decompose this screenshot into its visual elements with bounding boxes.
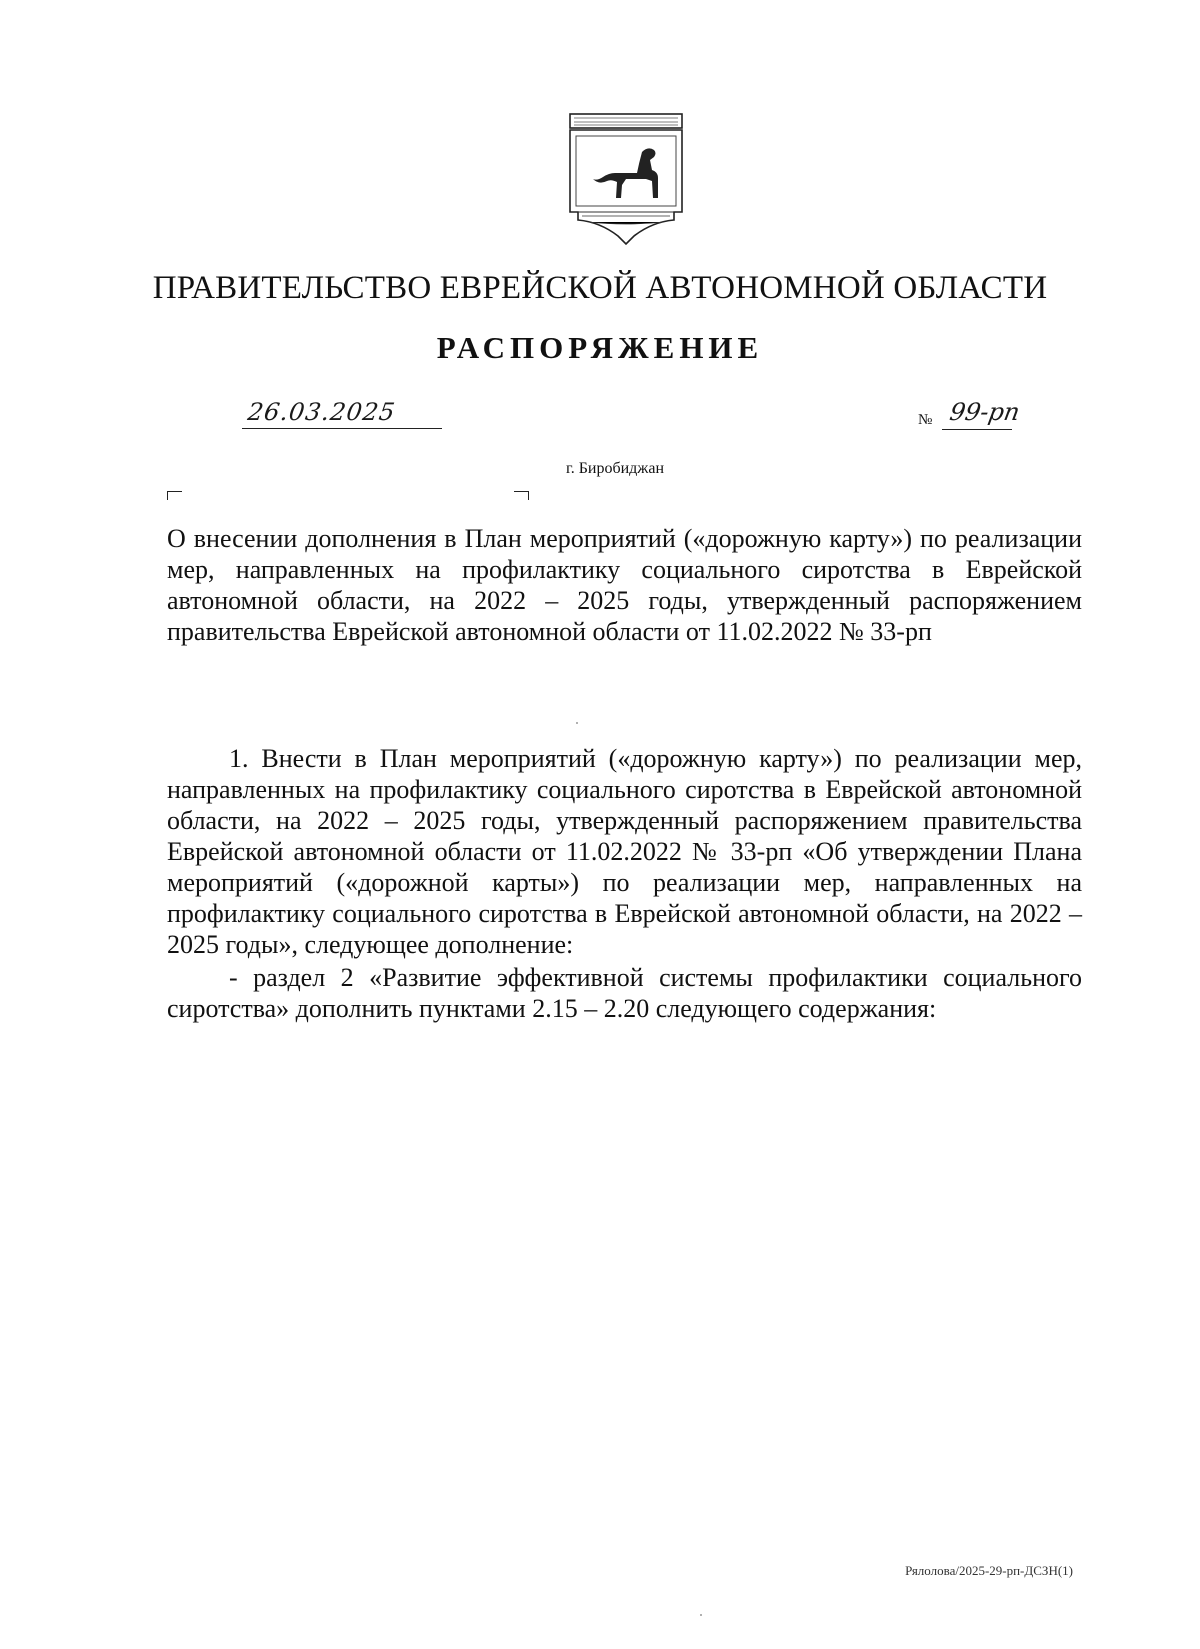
coat-of-arms-icon xyxy=(562,112,690,250)
scan-speck xyxy=(700,1614,702,1616)
date-underline xyxy=(242,428,442,429)
document-type-heading: РАСПОРЯЖЕНИЕ xyxy=(436,330,764,365)
document-date xyxy=(242,398,442,438)
subject-bracket-right xyxy=(514,491,529,500)
document-body xyxy=(167,743,1082,1024)
document-subject: О внесении дополнения в План мероприятий («дорожную карту») по реализации мер, направленных на профилактику социального сиротства в Еврейской автономной области, на 2022 – 2025 годы, утвержденный распоряжением правительства Еврейской автономной области от 11.02.2022 № 33-рп xyxy=(167,524,1082,646)
document-number xyxy=(918,398,1048,438)
number-underline xyxy=(942,429,1012,430)
scan-speck xyxy=(576,722,578,724)
body-paragraph-1: 1. Внести в План мероприятий («дорожную карту») по реализации мер, направленных на профилактику социального сиротства в Еврейской автономной области, на 2022 – 2025 годы, утвержденный распоряжением правительства Еврейской автономной области от 11.02.2022 № 33-рп «Об утверждении Плана мероприятий («дорожной карты») по реализации мер, направленных на профилактику социального сиротства в Еврейской автономной области, на 2022 – 2025 годы», следующее дополнение: xyxy=(167,744,1082,959)
handwritten-number: 99-рп xyxy=(947,398,1022,426)
subject-bracket-left xyxy=(167,491,182,500)
body-paragraph-2: - раздел 2 «Развитие эффективной системы профилактики социального сиротства» дополнить пунктами 2.15 – 2.20 следующего содержания: xyxy=(167,963,1082,1023)
city-name: г. Биробиджан xyxy=(565,460,665,477)
footer-document-code: Рялолова/2025-29-рп-ДСЗН(1) xyxy=(905,1563,1073,1578)
government-title: ПРАВИТЕЛЬСТВО ЕВРЕЙСКОЙ АВТОНОМНОЙ ОБЛАСТИ xyxy=(152,270,1048,306)
handwritten-date: 26.03.2025 xyxy=(246,398,398,426)
number-sign: № xyxy=(918,412,933,428)
